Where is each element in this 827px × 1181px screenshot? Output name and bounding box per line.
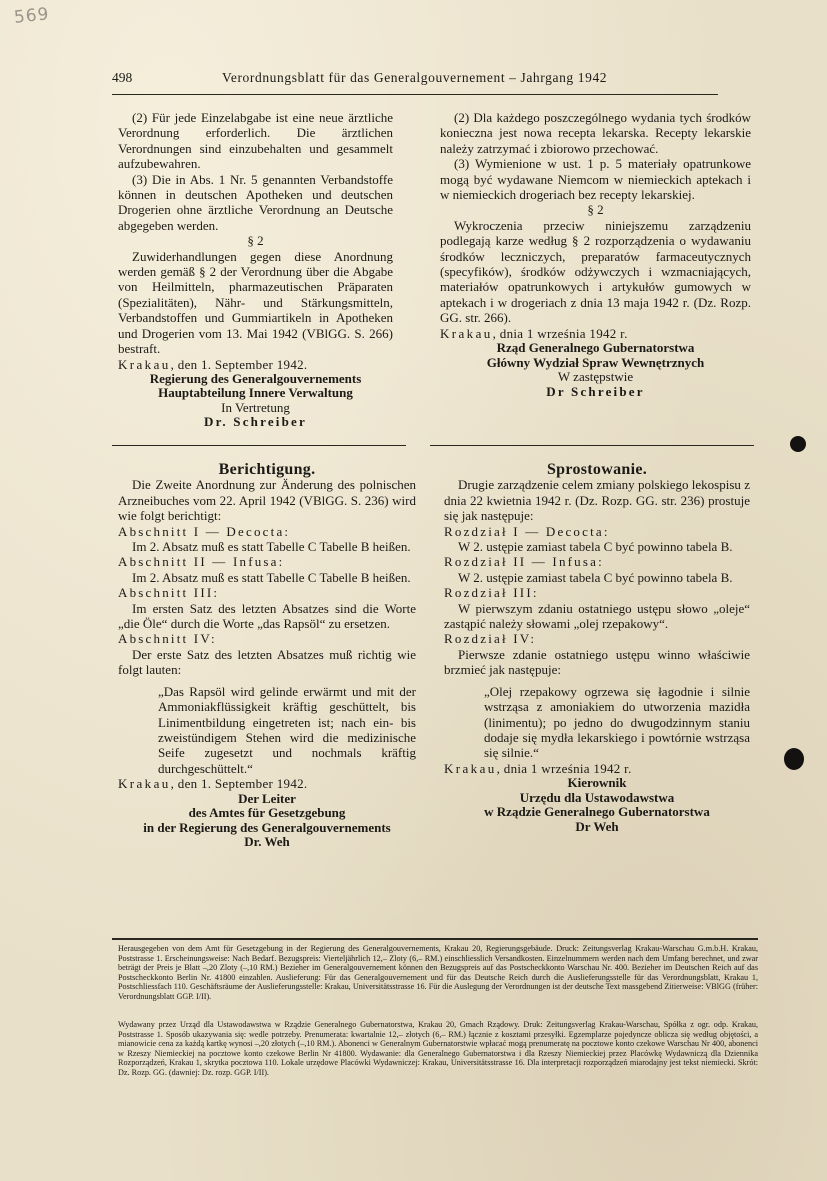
section-mark: § 2: [247, 233, 264, 249]
paragraph: Im ersten Satz des letzten Absatzes sind die Worte „die Öle“ durch die Worte „das Rapsöl“ zu ersetzen.: [118, 600, 416, 632]
ink-blot: [790, 436, 806, 452]
signature-block: [440, 341, 751, 399]
imprint-text: Wydawany przez Urząd dla Ustawodawstwa w Rządzie Generalnego Gubernatorstwa, Krakau 20, Gmach Rządowy. Druk: Zeitungsverlag Krakau-Warschau, Spółka z ogr. odp. Krakau, Poststrasse 1. Sposób ukazywania się: wedle potrzeby. Prenumerata: kwartalnie 12,– złotych (6,– RM.) łącznie z kosztami przesyłki. Egzemplarze pojedyncze oblicza się według objętości, a mianowicie cena za każdą kartkę wynosi –,20 złotych (–,10 RM.). Abonenci w Generalnym Gubernatorstwie wpłacać mogą prenumeratę na pocztowe konto czekowe Warschau Nr 400, abonenci w Rzeszy Niemieckiej na pocztowe konto czekowe Berlin Nr 41800. Wydawanie: dla Generalnego Gubernatorstwa i dla Rzeszy Niemieckiej przez Placówkę Wydawniczą dla Dziennika Rozporządzeń, Krakau 1, skrytka pocztowa 110. Lokale urzędowe Placówki Wydawniczej: Krakau, Universitätsstrasse 16. Dla interpretacji rozporządzeń miarodajny jest tekst niemiecki. Skrót: Dz. Rozp. GG. (dawniej: Dz. rozp. GGP. I/II).: [118, 1020, 758, 1077]
signature-line: Główny Wydział Spraw Wewnętrznych: [486, 354, 705, 370]
signature-line: w Rządzie Generalnego Gubernatorstwa: [484, 804, 710, 820]
place-date: , dnia 1 września 1942 r.: [492, 325, 628, 341]
paragraph: Der erste Satz des letzten Absatzes muß richtig wie folgt lauten:: [118, 646, 416, 678]
signature-block: [118, 792, 416, 850]
subsection-title: Abschnitt III:: [118, 585, 220, 601]
footer-rule: [112, 938, 758, 940]
paragraph: W 2. ustępie zamiast tabela C być powinno tabela B.: [458, 569, 733, 585]
publisher-note-polish: [118, 1020, 758, 1078]
bottom-left-column: [118, 462, 416, 850]
signature-line: Rząd Generalnego Gubernatorstwa: [496, 340, 695, 356]
place-date: , den 1. September 1942.: [170, 776, 308, 792]
subsection-title: Abschnitt I — Decocta:: [118, 523, 291, 539]
signature-line: Regierung des Generalgouvernements: [149, 370, 362, 386]
paragraph: (3) Die in Abs. 1 Nr. 5 genannten Verbandstoffe können in deutschen Apotheken und deutschen Drogerien ohne ärztliche Verordnung an Deutsche abgegeben werden.: [118, 171, 393, 233]
signature-name: Dr Weh: [575, 818, 619, 834]
section-divider: [430, 445, 754, 446]
subsection-title: Abschnitt II — Infusa:: [118, 554, 285, 570]
signature-line: des Amtes für Gesetzgebung: [188, 805, 346, 821]
signature-line: In Vertretung: [221, 399, 290, 415]
imprint-text: Herausgegeben von dem Amt für Gesetzgebung in der Regierung des Generalgouvernements, Krakau 20, Regierungsgebäude. Druck: Zeitungsverlag Krakau-Warschau G.m.b.H. Krakau, Poststrasse 1. Erscheinungsweise: Nach Bedarf. Bezugspreis: Vierteljährlich 12,– Zloty (6,– RM.) einschliesslich Versandkosten. Einzelnummern werden nach dem Umfang berechnet, und zwar beträgt der Preis je Blatt –,20 Zloty (–,10 RM.) Bezieher im Generalgouvernement können den Bezugspreis auf das Postscheckkonto Warschau Nr. 400. Bezieher im Deutschen Reich auf das Postscheckkonto Berlin Nr. 41800 einzahlen. Auslieferung: Für das Generalgouvernement und für das Deutsche Reich durch die Auslieferungsstelle für das Verordnungsblatt, Krakau 1, Postschliessfach 110. Geschäftsräume der Auslieferungsstelle: Krakau, Universitätsstrasse 16. Für die Auslegung der Verordnungen ist der deutsche Text massgebend Zitierweise: VBlGG (früher: Verordnungsblatt GGP. I/II).: [118, 944, 758, 1001]
paragraph: Im 2. Absatz muß es statt Tabelle C Tabelle B heißen.: [132, 569, 411, 585]
signature-line: W zastępstwie: [557, 369, 634, 385]
quoted-text: „Das Rapsöl wird gelinde erwärmt und mit der Ammoniakflüssigkeit kräftig geschüttelt, bis Linimentbildung eingetreten ist; nach ein- bis zweistündigem Stehen wird die medizinische Seife zugesetzt und nochmals kräftig durchgeschüttelt.“: [158, 683, 416, 776]
ink-blot: [784, 748, 804, 770]
subsection-title: Rozdział II — Infusa:: [444, 554, 604, 570]
section-mark: § 2: [587, 202, 604, 218]
place-city: Krakau: [444, 760, 497, 776]
paragraph: (2) Dla każdego poszczególnego wydania tych środków konieczna jest nowa recepta lekarska. Recepty lekarskie należy zatrzymać i zbiorowo przechować.: [440, 110, 751, 156]
pencil-mark: 569: [13, 4, 51, 28]
signature-line: Kierownik: [567, 775, 627, 791]
signature-line: Hauptabteilung Innere Verwaltung: [158, 385, 353, 401]
intro-paragraph: Die Zweite Anordnung zur Änderung des polnischen Arzneibuches vom 22. April 1942 (VBlGG. S. 236) wird wie folgt berichtigt:: [118, 477, 416, 524]
signature-block: [444, 776, 750, 834]
place-date: , den 1. September 1942.: [170, 356, 308, 372]
header-rule: [112, 94, 718, 95]
intro-paragraph: Drugie zarządzenie celem zmiany polskiego lekospisu z dnia 22 kwietnia 1942 r. (Dz. Rozp. GG. str. 236) prostuje się jak następuje:: [444, 477, 750, 524]
signature-line: in der Regierung des Generalgouvernements: [143, 819, 391, 835]
running-header: [112, 70, 636, 86]
section-divider: [112, 445, 406, 446]
place-city: Krakau: [118, 776, 171, 792]
section-heading: Sprostowanie.: [546, 461, 648, 478]
paragraph: W 2. ustępie zamiast tabela C być powinno tabela B.: [458, 539, 733, 555]
paragraph: (2) Für jede Einzelabgabe ist eine neue ärztliche Verordnung erforderlich. Die ärztlichen Verordnungen sind einzubehalten und gesammelt aufzubewahren.: [118, 110, 393, 172]
subsection-title: Abschnitt IV:: [118, 631, 217, 647]
place-city: Krakau: [118, 356, 171, 372]
signature-line: Urzędu dla Ustawodawstwa: [519, 789, 675, 805]
section-heading: Berichtigung.: [218, 461, 316, 478]
top-right-column: [440, 110, 751, 399]
paragraph: W pierwszym zdaniu ostatniego ustępu słowo „oleje“ zastąpić należy słowami „olej rzepakowy“.: [444, 600, 750, 632]
bottom-right-column: [444, 462, 750, 834]
journal-title: Verordnungsblatt für das Generalgouvernement – Jahrgang 1942: [222, 70, 608, 85]
place-date: , dnia 1 września 1942 r.: [496, 760, 632, 776]
paragraph: Pierwsze zdanie ostatniego ustępu winno właściwie brzmieć jak następuje:: [444, 646, 750, 678]
publisher-note-german: [118, 944, 758, 1002]
subsection-title: Rozdział IV:: [444, 631, 537, 647]
signature-name: Dr Schreiber: [546, 383, 645, 399]
place-city: Krakau: [440, 325, 493, 341]
paragraph: Wykroczenia przeciw niniejszemu zarządzeniu podlegają karze według § 2 rozporządzenia o wydawaniu środków leczniczych, preparatów farmaceutycznych (specyfików), środków odżywczych i wzmacniających, materiałów opatrunkowych i artykułów gumowych w aptekach i w drogeriach z dnia 13 maja 1942 r. (Dz. Rozp. GG. str. 266).: [440, 217, 751, 326]
quoted-text: „Olej rzepakowy ogrzewa się łagodnie i silnie wstrząsa z amoniakiem do utworzenia mazidła (linimentu); po jedno do dwugodzinnym staniu dodaje się mydła lekarskiego i powtórnie wstrząsa się silnie.“: [484, 683, 750, 761]
paragraph: Zuwiderhandlungen gegen diese Anordnung werden gemäß § 2 der Verordnung über die Abgabe von Heilmitteln, pharmazeutischen Präparaten (Spezialitäten), Nähr- und Stärkungsmitteln, Verbandstoffen und Gummiartikeln in Apotheken und Drogerien vom 13. Mai 1942 (VBlGG. S. 266) bestraft.: [118, 248, 393, 357]
signature-name: Dr. Weh: [244, 834, 290, 850]
signature-name: Dr. Schreiber: [204, 414, 307, 430]
signature-block: [118, 372, 393, 430]
paragraph: Im 2. Absatz muß es statt Tabelle C Tabelle B heißen.: [132, 539, 411, 555]
signature-line: Der Leiter: [238, 790, 296, 806]
subsection-title: Rozdział III:: [444, 585, 539, 601]
page-number: 498: [112, 70, 133, 85]
paragraph: (3) Wymienione w ust. 1 p. 5 materiały opatrunkowe mogą być wydawane Niemcom w niemieckich aptekach i w niemieckich drogeriach bez recepty lekarskiej.: [440, 156, 751, 203]
top-left-column: [118, 110, 393, 430]
subsection-title: Rozdział I — Decocta:: [444, 523, 610, 539]
